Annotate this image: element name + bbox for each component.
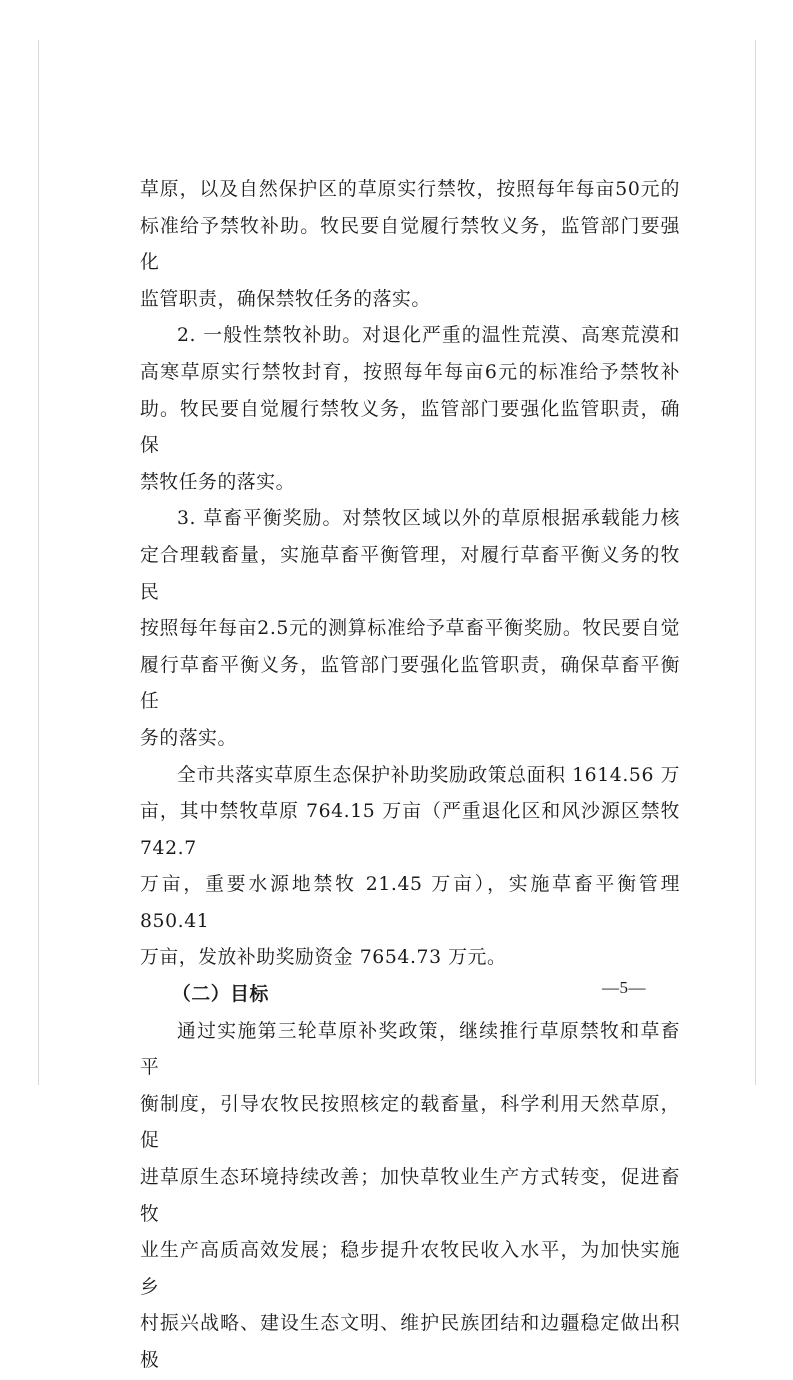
text-line: 进草原生态环境持续改善；加快草牧业生产方式转变，促进畜牧 <box>140 1167 680 1225</box>
text-line: 助。牧民要自觉履行禁牧义务，监管部门要强化监管职责，确保 <box>140 398 680 457</box>
page-number: —5— <box>602 978 646 997</box>
document-body <box>140 172 680 1380</box>
text-line: 按照每年每亩2.5元的测算标准给予草畜平衡奖励。牧民要自觉 <box>140 618 680 640</box>
text-line: 草原，以及自然保护区的草原实行禁牧，按照每年每亩50元的 <box>140 179 680 200</box>
right-margin-line <box>755 40 756 1085</box>
paragraph-ban-grazing-subsidy-continued <box>140 172 680 318</box>
text-line: 通过实施第三轮草原补奖政策，继续推行草原禁牧和草畜平 <box>140 1020 680 1079</box>
text-line: 业生产高质高效发展；稳步提升农牧民收入水平，为加快实施乡 <box>140 1240 680 1298</box>
text-line: 2. 一般性禁牧补助。对退化严重的温性荒漠、高寒荒漠和 <box>177 325 680 347</box>
text-line: 监管职责，确保禁牧任务的落实。 <box>140 288 431 310</box>
text-line: 定合理载畜量，实施草畜平衡管理，对履行草畜平衡义务的牧民 <box>140 544 680 603</box>
text-line: 万亩，重要水源地禁牧 21.45 万亩），实施草畜平衡管理 850.41 <box>140 874 680 932</box>
paragraph-grass-livestock-balance-reward <box>140 501 680 757</box>
paragraph-general-ban-grazing-subsidy <box>140 318 680 501</box>
text-line: 履行草畜平衡义务，监管部门要强化监管职责，确保草畜平衡任 <box>140 654 680 713</box>
paragraph-goals <box>140 1014 680 1380</box>
text-line: 衡制度，引导农牧民按照核定的载畜量，科学利用天然草原，促 <box>140 1093 680 1152</box>
text-line: 万亩，发放补助奖励资金 7654.73 万元。 <box>140 947 507 969</box>
left-margin-line <box>38 40 39 1085</box>
text-line: 村振兴战略、建设生态文明、维护民族团结和边疆稳定做出积极 <box>140 1313 680 1371</box>
text-line: 务的落实。 <box>140 727 237 749</box>
text-line: 全市共落实草原生态保护补助奖励政策总面积 1614.56 万 <box>177 764 680 786</box>
text-line: 亩，其中禁牧草原 764.15 万亩（严重退化区和风沙源区禁牧 742.7 <box>140 801 680 859</box>
section-heading-goals: （二）目标 <box>172 984 269 1006</box>
text-line: 3. 草畜平衡奖励。对禁牧区域以外的草原根据承载能力核 <box>177 508 680 530</box>
text-line: 高寒草原实行禁牧封育，按照每年每亩6元的标准给予禁牧补 <box>140 361 680 383</box>
text-line: 标准给予禁牧补助。牧民要自觉履行禁牧义务，监管部门要强化 <box>140 215 680 274</box>
paragraph-city-totals <box>140 758 680 978</box>
text-line: 禁牧任务的落实。 <box>140 471 296 493</box>
